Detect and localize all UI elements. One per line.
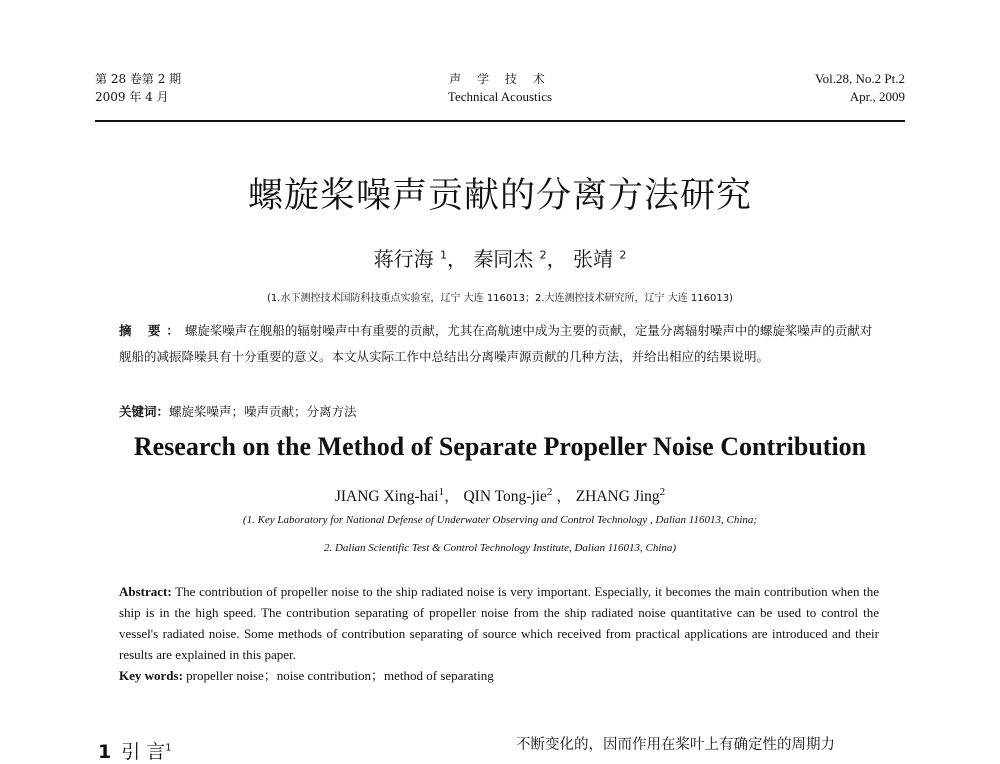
authors-en: JIANG Xing-hai$^1$， QIN Tong-jie$^2$ ， ZHANG Jing$^2$: [334, 485, 666, 505]
affiliation-cn: (1.水下测控技术国防科技重点实验室，辽宁 大连 116013；2.大连测控技术研究所，辽宁 大连 116013): [267, 293, 733, 304]
section-footnote-mark: 1: [165, 742, 172, 754]
paper-title-cn: 螺旋桨噪声贡献的分离方法研究: [247, 176, 752, 216]
author-name: 蒋行海: [373, 247, 434, 271]
paper-title-en: Research on the Method of Separate Propeller Noise Contribution: [133, 432, 867, 461]
keywords-en-label: Key words:: [119, 668, 183, 683]
journal-name: [95, 70, 905, 106]
volume-line: 第 28 卷第 2 期: [95, 72, 182, 86]
keywords-en-text: propeller noise；noise contribution；method of separating: [186, 668, 494, 683]
body-text-column-2: 不断变化的，因而作用在桨叶上有确定性的周期力: [516, 737, 835, 753]
abstract-en: [119, 581, 879, 665]
author-name-en: JIANG Xing-hai: [334, 488, 439, 505]
running-header: [95, 70, 905, 122]
author-affil-mark-en: 2: [546, 485, 553, 498]
keywords-cn-label: 关键词：: [119, 404, 170, 419]
volume-issue-en: [815, 70, 905, 106]
affiliation-en-2: 2. Dalian Scientific Test & Control Technology Institute, Dalian 116013, China): [323, 542, 677, 554]
keywords-cn: [119, 402, 879, 420]
keywords-en: [119, 665, 879, 684]
section-number: 1: [98, 741, 112, 763]
affiliation-en-1: (1. Key Laboratory for National Defense of Underwater Observing and Control Technology , Dalian 116013, China;: [242, 514, 758, 526]
date-line: 2009 年 4 月: [95, 90, 169, 104]
journal-name-cn: 声 学 技 术: [449, 72, 551, 86]
author-name: 张靖: [573, 247, 614, 271]
abstract-cn: [119, 318, 879, 370]
author-affil-mark: 2: [619, 248, 627, 262]
author-affil-mark-en: 2: [659, 485, 666, 498]
author-affil-mark: 1: [439, 248, 447, 262]
author-affil-mark: 2: [539, 248, 547, 262]
abstract-cn-label: 摘 要：: [119, 323, 185, 338]
date-line-en: Apr., 2009: [849, 89, 905, 104]
author-name-en: ZHANG Jing: [575, 488, 660, 505]
volume-line-en: Vol.28, No.2 Pt.2: [814, 71, 905, 86]
section-title: 引 言: [121, 741, 166, 763]
abstract-en-label: Abstract:: [119, 584, 172, 599]
abstract-cn-text: 螺旋桨噪声在舰船的辐射噪声中有重要的贡献，尤其在高航速中成为主要的贡献，定量分离辐射噪声中的螺旋桨噪声的贡献对舰船的减振降噪具有十分重要的意义。本文从实际工作中总结出分离噪声源贡献的几种方法，并给出相应的结果说明。: [119, 323, 873, 364]
authors-cn: 蒋行海 $^1$， 秦同杰 $^2$， 张靖 $^2$: [373, 247, 627, 271]
journal-name-en: Technical Acoustics: [447, 89, 553, 104]
abstract-en-text: The contribution of propeller noise to the ship radiated noise is very important. Especially, it becomes the main contribution when the ship is in the high speed. The contribution separating of propeller noise from the ship radiated noise quantitative can be used to control the vessel's radiated noise. Some methods of contribution separating of source which received from practical applications are introduced and their results are explained in this paper.: [119, 584, 880, 662]
author-name: 秦同杰: [473, 247, 534, 271]
author-affil-mark-en: 1: [438, 485, 445, 498]
author-name-en: QIN Tong-jie: [463, 488, 547, 505]
keywords-cn-text: 螺旋桨噪声；噪声贡献；分离方法: [169, 404, 357, 419]
